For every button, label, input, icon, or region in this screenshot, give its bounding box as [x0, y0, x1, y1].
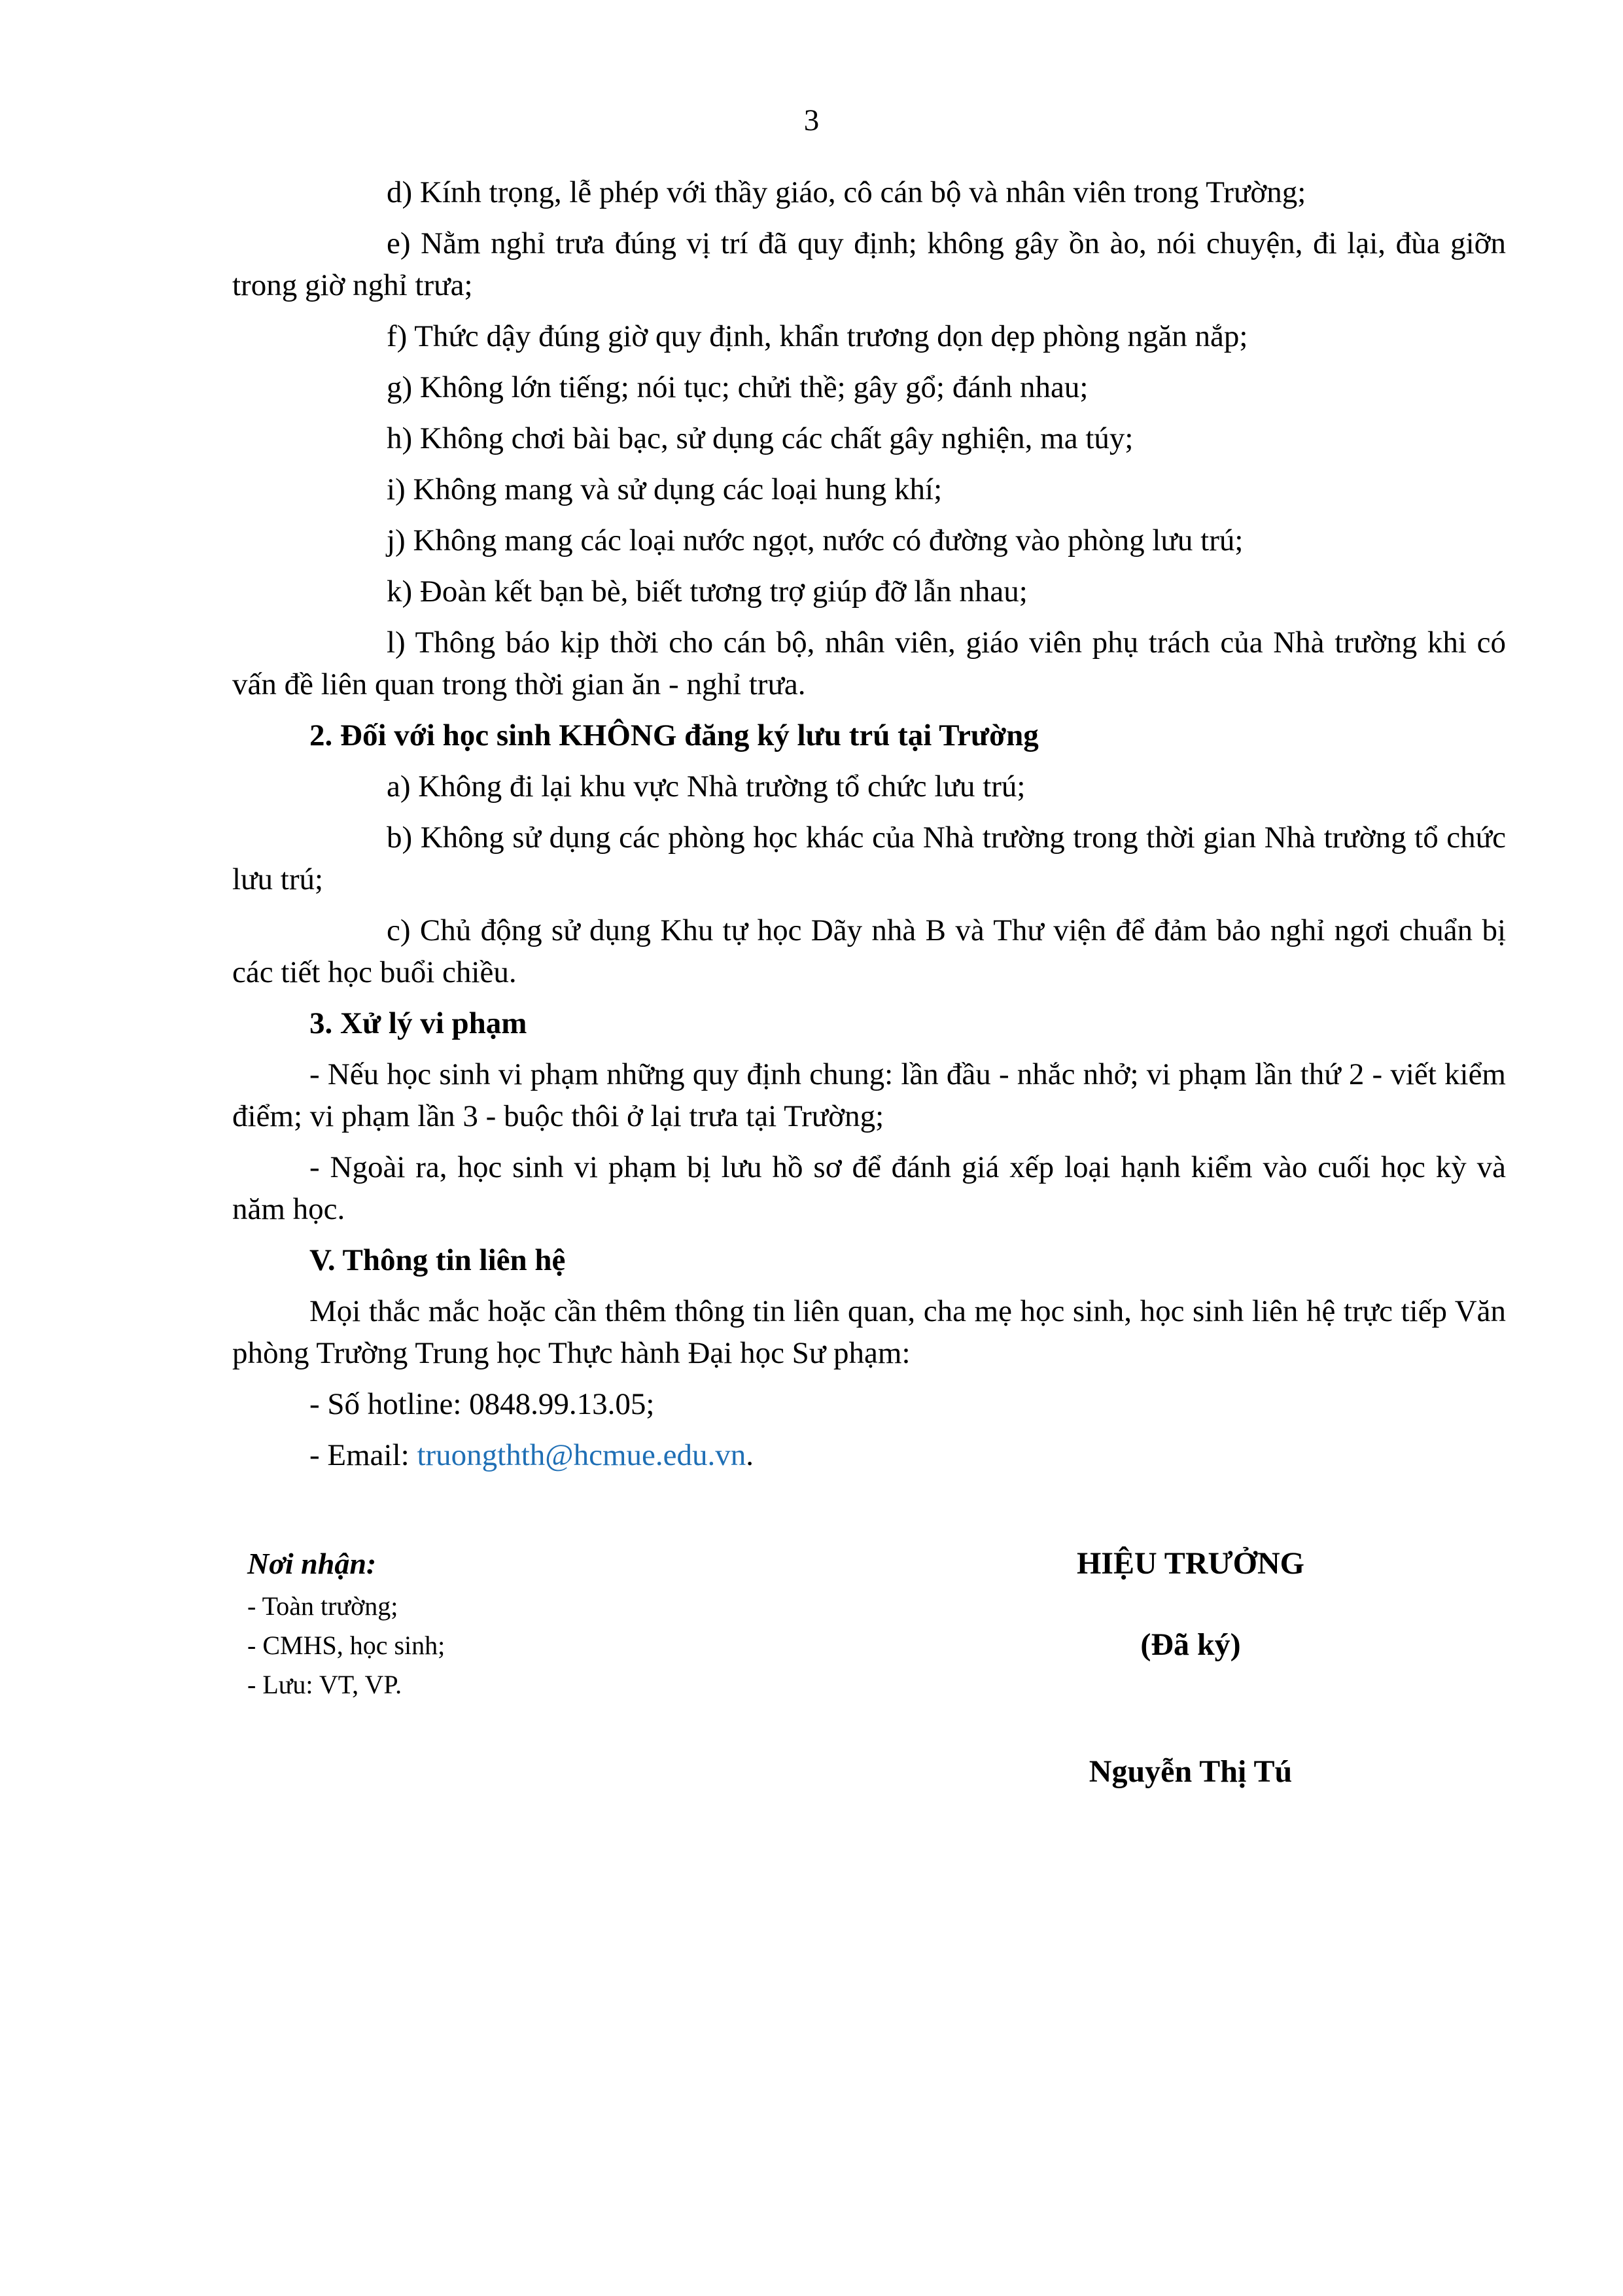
list-item: g) Không lớn tiếng; nói tục; chửi thề; gây gổ; đánh nhau; [387, 370, 1089, 404]
page-number: 3 [803, 103, 820, 137]
signature-block [988, 1541, 1393, 1795]
list-item: b) Không sử dụng các phòng học khác của Nhà trường trong thời gian Nhà trường tổ chức lưu trú; [232, 821, 1507, 896]
list-item: c) Chủ động sử dụng Khu tự học Dãy nhà B và Thư viện để đảm bảo nghỉ ngơi chuẩn bị các tiết học buổi chiều. [232, 913, 1507, 989]
list-item: h) Không chơi bài bạc, sử dụng các chất gây nghiện, ma túy; [387, 421, 1134, 455]
list-item: a) Không đi lại khu vực Nhà trường tổ chức lưu trú; [387, 769, 1026, 804]
list-item: d) Kính trọng, lễ phép với thầy giáo, cô cán bộ và nhân viên trong Trường; [387, 175, 1306, 209]
section-2-heading: 2. Đối với học sinh KHÔNG đăng ký lưu trú tại Trường [309, 718, 1039, 752]
list-item: f) Thức dậy đúng giờ quy định, khẩn trương dọn dẹp phòng ngăn nắp; [387, 319, 1248, 353]
list-item: i) Không mang và sử dụng các loại hung khí; [387, 472, 943, 506]
contact-heading: V. Thông tin liên hệ [309, 1243, 566, 1277]
receiver-item: - Lưu: VT, VP. [247, 1670, 402, 1699]
list-item: - Nếu học sinh vi phạm những quy định chung: lần đầu - nhắc nhở; vi phạm lần thứ 2 - viết kiểm điểm; vi phạm lần 3 - buộc thôi ở lại trưa tại Trường; [232, 1057, 1506, 1133]
receiver-item: - CMHS, học sinh; [247, 1631, 445, 1660]
email-link[interactable]: truongthth@hcmue.edu.vn [417, 1438, 746, 1472]
signed-note: (Đã ký) [1140, 1627, 1241, 1662]
receivers-block [247, 1541, 445, 1704]
list-item: - Ngoài ra, học sinh vi phạm bị lưu hồ sơ để đánh giá xếp loại hạnh kiểm vào cuối học kỳ và năm học. [232, 1150, 1506, 1226]
contact-intro: Mọi thắc mắc hoặc cần thêm thông tin liên quan, cha mẹ học sinh, học sinh liên hệ trực tiếp Văn phòng Trường Trung học Thực hành Đại học Sư phạm: [232, 1294, 1506, 1370]
section-3-heading: 3. Xử lý vi phạm [309, 1006, 527, 1040]
list-item: j) Không mang các loại nước ngọt, nước có đường vào phòng lưu trú; [387, 523, 1244, 557]
list-item: k) Đoàn kết bạn bè, biết tương trợ giúp đỡ lẫn nhau; [387, 574, 1028, 609]
list-item: e) Nằm nghỉ trưa đúng vị trí đã quy định; không gây ồn ào, nói chuyện, đi lại, đùa giỡn trong giờ nghỉ trưa; [232, 226, 1507, 302]
receiver-item: - Toàn trường; [247, 1591, 398, 1621]
signer-name: Nguyễn Thị Tú [1089, 1754, 1293, 1789]
contact-email: - Email: truongthth@hcmue.edu.vn. [309, 1438, 754, 1472]
receivers-heading: Nơi nhận: [247, 1547, 377, 1580]
document-body [232, 171, 1506, 1485]
contact-hotline: - Số hotline: 0848.99.13.05; [309, 1387, 655, 1421]
signer-title: HIỆU TRƯỞNG [1076, 1546, 1305, 1581]
list-item: l) Thông báo kịp thời cho cán bộ, nhân viên, giáo viên phụ trách của Nhà trường khi có vấn đề liên quan trong thời gian ăn - nghỉ trưa. [232, 626, 1506, 701]
